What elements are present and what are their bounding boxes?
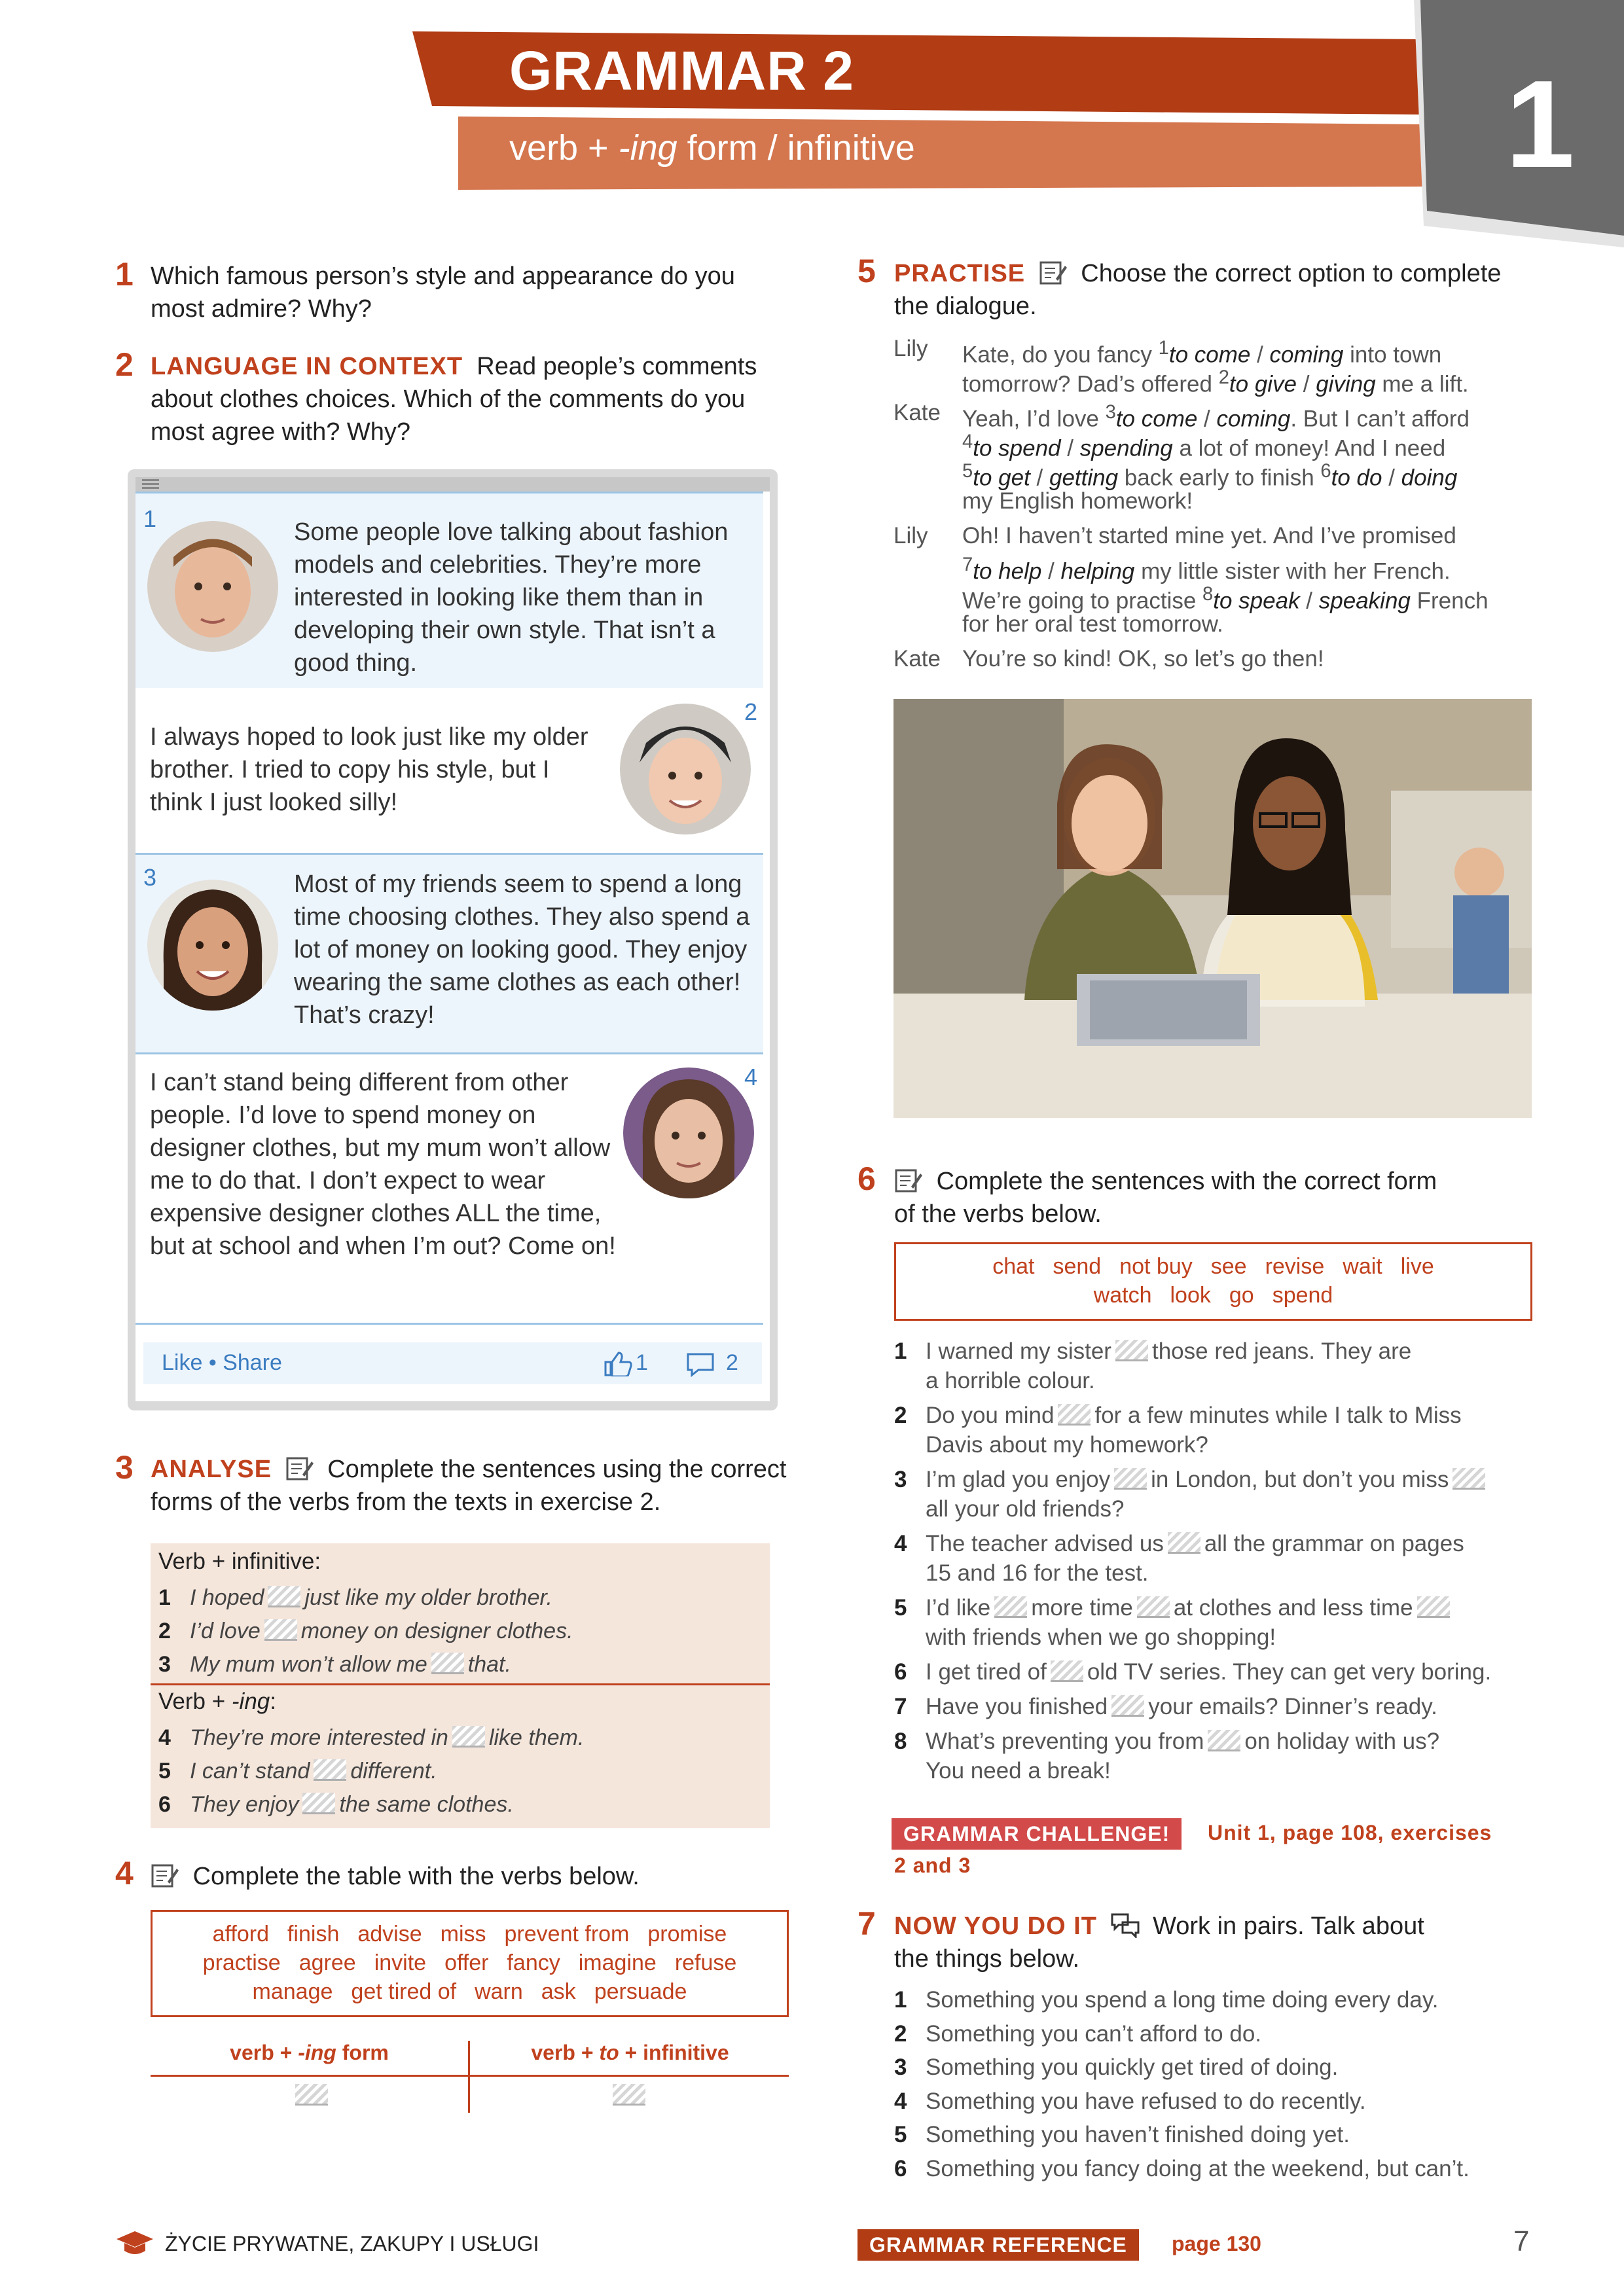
option[interactable]: to give [1229,371,1297,397]
option[interactable]: speaking [1318,588,1411,614]
grammar-reference-tag: GRAMMAR REFERENCE [857,2229,1139,2261]
analyse-item: 6 They enjoy the same clothes. [158,1792,514,1817]
option[interactable]: to speak [1213,588,1300,614]
exercise-3-number: 3 [115,1449,134,1486]
exercise-6-number: 6 [857,1160,876,1197]
comment-icon[interactable] [685,1352,715,1378]
analyse-item: 5 I can’t stand different. [158,1759,437,1784]
exercise-6-instruction: Complete the sentences with the correct form of the verbs below. [894,1168,1437,1228]
option[interactable]: to get [973,465,1030,491]
post-number: 3 [143,864,157,891]
exercise-7-number: 7 [857,1905,876,1942]
post-number: 4 [744,1064,758,1090]
list-item: 6 I get tired of old TV series. They can get very boring. [894,1659,1492,1685]
exercise-1-number: 1 [115,256,134,293]
answer-blank[interactable] [613,2084,645,2106]
analyse-label: ANALYSE [151,1456,272,1483]
speech-bubbles-icon [1111,1912,1140,1938]
panel-topbar [135,477,770,492]
column-header-infinitive: verb + to + infinitive [531,2041,729,2064]
answer-blank[interactable] [1208,1730,1240,1751]
exercise-7-instruction: NOW YOU DO IT Work in pairs. Talk about the things below. [894,1912,1424,1973]
comment-post [135,688,763,855]
dialogue [893,334,1548,681]
like-share-bar [143,1342,762,1384]
menu-icon [142,479,159,481]
writing-icon [1039,259,1068,285]
practise-label: PRACTISE [894,260,1026,287]
like-count: 1 [636,1350,648,1375]
writing-icon [894,1167,923,1193]
page-title: GRAMMAR 2 [509,40,854,101]
option[interactable]: spending [1079,435,1173,461]
divider [151,1683,770,1685]
writing-icon [285,1455,314,1481]
unit-number: 1 [1506,55,1575,194]
infinitive-heading: Verb + infinitive: [158,1549,321,1574]
comment-post [135,1054,763,1325]
grammar-challenge-ref[interactable]: Unit 1, page 108, exercises [1208,1821,1492,1844]
dialogue-line: my English homework! [962,488,1193,514]
verb-form-table [151,2041,789,2113]
answer-blank[interactable] [452,1726,485,1748]
option[interactable]: coming [1269,342,1344,368]
analyse-table [151,1543,770,1828]
ing-items [158,1721,761,1821]
language-in-context-label: LANGUAGE IN CONTEXT [151,353,463,380]
exercise-2-number: 2 [115,346,134,383]
dialogue-line: Yeah, I’d love $^3$to come / coming. But I can’t afford [962,402,1470,432]
option[interactable]: doing [1401,465,1458,491]
table-divider [468,2041,470,2113]
analyse-item: 4 They’re more interested in like them. [158,1725,585,1750]
infinitive-items [158,1581,761,1681]
list-item: 7 Have you finished your emails? Dinner’s ready. [894,1694,1437,1719]
comments-panel [128,469,778,1410]
avatar [620,704,751,834]
comments-list [135,492,770,1401]
list-item: 2 Do you mind for a few minutes while I talk to Miss Davis about my homework? [894,1403,1462,1458]
option[interactable]: to do [1331,465,1382,491]
option[interactable]: helping [1060,558,1135,584]
writing-icon [151,1862,179,1888]
dialogue-line: $^7$to help / helping my little sister with her French. [962,554,1451,584]
verb-box-exercise-6 [894,1242,1532,1321]
list-item: 5 I’d like more time at clothes and less time with friends when we go shopping! [894,1593,1555,1652]
answer-blank[interactable] [314,1759,346,1781]
graduation-cap-icon [115,2229,154,2257]
avatar [623,1067,754,1198]
option[interactable]: getting [1049,465,1119,491]
dialogue-line: tomorrow? Dad’s offered $^2$to give / giving me a lift. [962,367,1469,397]
grammar-challenge-tag: GRAMMAR CHALLENGE! [892,1818,1182,1850]
exercise-5-number: 5 [857,253,876,289]
post-text: Some people love talking about fashion models and celebrities. They’re more interested in looking like them than in developing their own style. That isn’t a good thing. [294,518,729,677]
like-share-link[interactable]: Like • Share [162,1350,282,1375]
option[interactable]: to spend [973,435,1061,461]
answer-blank[interactable] [1115,1340,1148,1361]
answer-blank[interactable] [268,1586,300,1607]
answer-blank[interactable] [264,1619,297,1641]
grammar-challenge-ref-2[interactable]: 2 and 3 [894,1854,971,1877]
dialogue-line: $^4$to spend / spending a lot of money! And I need [962,431,1446,461]
verb-line: afford finish advise miss prevent from promise [212,1922,727,1946]
list-item: 5 Something you haven’t finished doing yet. [894,2122,1350,2147]
answer-blank[interactable] [1114,1468,1147,1490]
answer-blank[interactable] [1168,1532,1200,1554]
answer-blank[interactable] [994,1596,1027,1618]
page-number: 7 [1513,2225,1530,2257]
list-item: 3 I’m glad you enjoy in London, but don’t you miss all your old friends? [894,1465,1555,1524]
exercise-3-instruction: ANALYSE Complete the sentences using the correct forms of the verbs from the texts in exercise 2. [151,1456,787,1516]
answer-blank[interactable] [1051,1660,1083,1682]
answer-blank[interactable] [302,1793,335,1814]
list-item: 3 Something you quickly get tired of doing. [894,2054,1339,2080]
exercise-4-number: 4 [115,1855,134,1892]
verb-line: watch look go spend [1093,1283,1333,1308]
option[interactable]: to help [973,558,1042,584]
post-text: I can’t stand being different from other people. I’d love to spend money on designer clothes, but my mum won’t allow me to do that. I don’t expect to wear expensive designer clothes ALL the time, but at school and when I’m out? Come on! [150,1069,616,1260]
option[interactable]: coming [1216,406,1291,432]
exercise-4-instruction: Complete the table with the verbs below. [151,1860,792,1893]
comment-post [135,855,763,1054]
post-number: 1 [143,505,157,532]
list-item: 8 What’s preventing you from on holiday with us? You need a break! [894,1729,1440,1784]
dialogue-line: We’re going to practise $^8$to speak / speaking French [962,584,1489,614]
classroom-photo [893,699,1532,1118]
analyse-item: 2 I’d love money on designer clothes. [158,1619,573,1643]
page-subtitle: verb + -ing form / infinitive [509,128,915,168]
avatar [147,880,278,1011]
verb-line: chat send not buy see revise wait live [992,1254,1434,1279]
answer-blank[interactable] [1137,1596,1170,1618]
comment-count: 2 [726,1350,738,1375]
speaker: Kate [893,646,941,672]
exercise-2-instruction: LANGUAGE IN CONTEXT Read people’s comments about clothes choices. Which of the comments do you most agree with? Why? [151,353,757,446]
comment-post [135,492,763,692]
list-item: 4 Something you have refused to do recently. [894,2088,1366,2114]
exercise-7-items [894,1983,1555,2185]
analyse-item: 1 I hoped just like my older brother. [158,1585,553,1610]
dialogue-line: You’re so kind! OK, so let’s go then! [962,646,1324,672]
topic-footer: ŻYCIE PRYWATNE, ZAKUPY I USŁUGI [165,2232,539,2255]
list-item: 1 I warned my sister those red jeans. They are a horrible colour. [894,1338,1412,1393]
answer-blank[interactable] [1111,1695,1144,1717]
column-header-ing: verb + -ing form [230,2041,389,2064]
post-number: 2 [744,698,758,725]
now-you-do-it-label: NOW YOU DO IT [894,1912,1097,1940]
answer-blank[interactable] [295,2084,328,2106]
post-text: I always hoped to look just like my older brother. I tried to copy his style, but I think I just looked silly! [150,723,588,816]
exercise-5-instruction: PRACTISE Choose the correct option to complete the dialogue. [894,260,1502,320]
verb-box-exercise-4 [151,1910,789,2017]
verb-line: practise agree invite offer fancy imagine refuse [202,1950,737,1975]
speaker: Kate [893,400,941,425]
answer-blank[interactable] [1058,1404,1091,1426]
dialogue-line: Kate, do you fancy $^1$to come / coming into town [962,338,1442,368]
exercise-1-instruction: Which famous person’s style and appearance do you most admire? Why? [151,262,735,323]
avatar [147,521,278,652]
exercise-6-items [894,1336,1555,1785]
answer-blank[interactable] [431,1653,464,1674]
option[interactable]: giving [1316,371,1376,397]
speaker: Lily [893,336,928,361]
list-item: 2 Something you can’t afford to do. [894,2020,1262,2047]
list-item: 1 Something you spend a long time doing every day. [894,1987,1439,2013]
dialogue-line: for her oral test tomorrow. [962,611,1223,637]
option[interactable]: to come [1168,342,1251,368]
ing-heading: Verb + -ing: [158,1689,276,1714]
dialogue-line: Oh! I haven’t started mine yet. And I’ve promised [962,523,1456,548]
dialogue-line: $^5$to get / getting back early to finish $^6$to do / doing [962,461,1458,491]
post-text: Most of my friends seem to spend a long time choosing clothes. They also spend a lot of money on looking good. They enjoy wearing the same clothes as each other! That’s crazy! [294,870,750,1029]
grammar-reference-page[interactable]: page 130 [1172,2232,1261,2255]
answer-blank[interactable] [1453,1468,1485,1490]
list-item: 4 The teacher advised us all the grammar on pages 15 and 16 for the test. [894,1531,1464,1586]
speaker: Lily [893,523,928,548]
thumbs-up-icon[interactable] [603,1350,633,1376]
list-item: 6 Something you fancy doing at the weekend, but can’t. [894,2155,1470,2181]
answer-blank[interactable] [1417,1596,1450,1618]
verb-line: manage get tired of warn ask persuade [252,1979,687,2004]
analyse-item: 3 My mum won’t allow me that. [158,1652,511,1677]
option[interactable]: to come [1115,406,1198,432]
